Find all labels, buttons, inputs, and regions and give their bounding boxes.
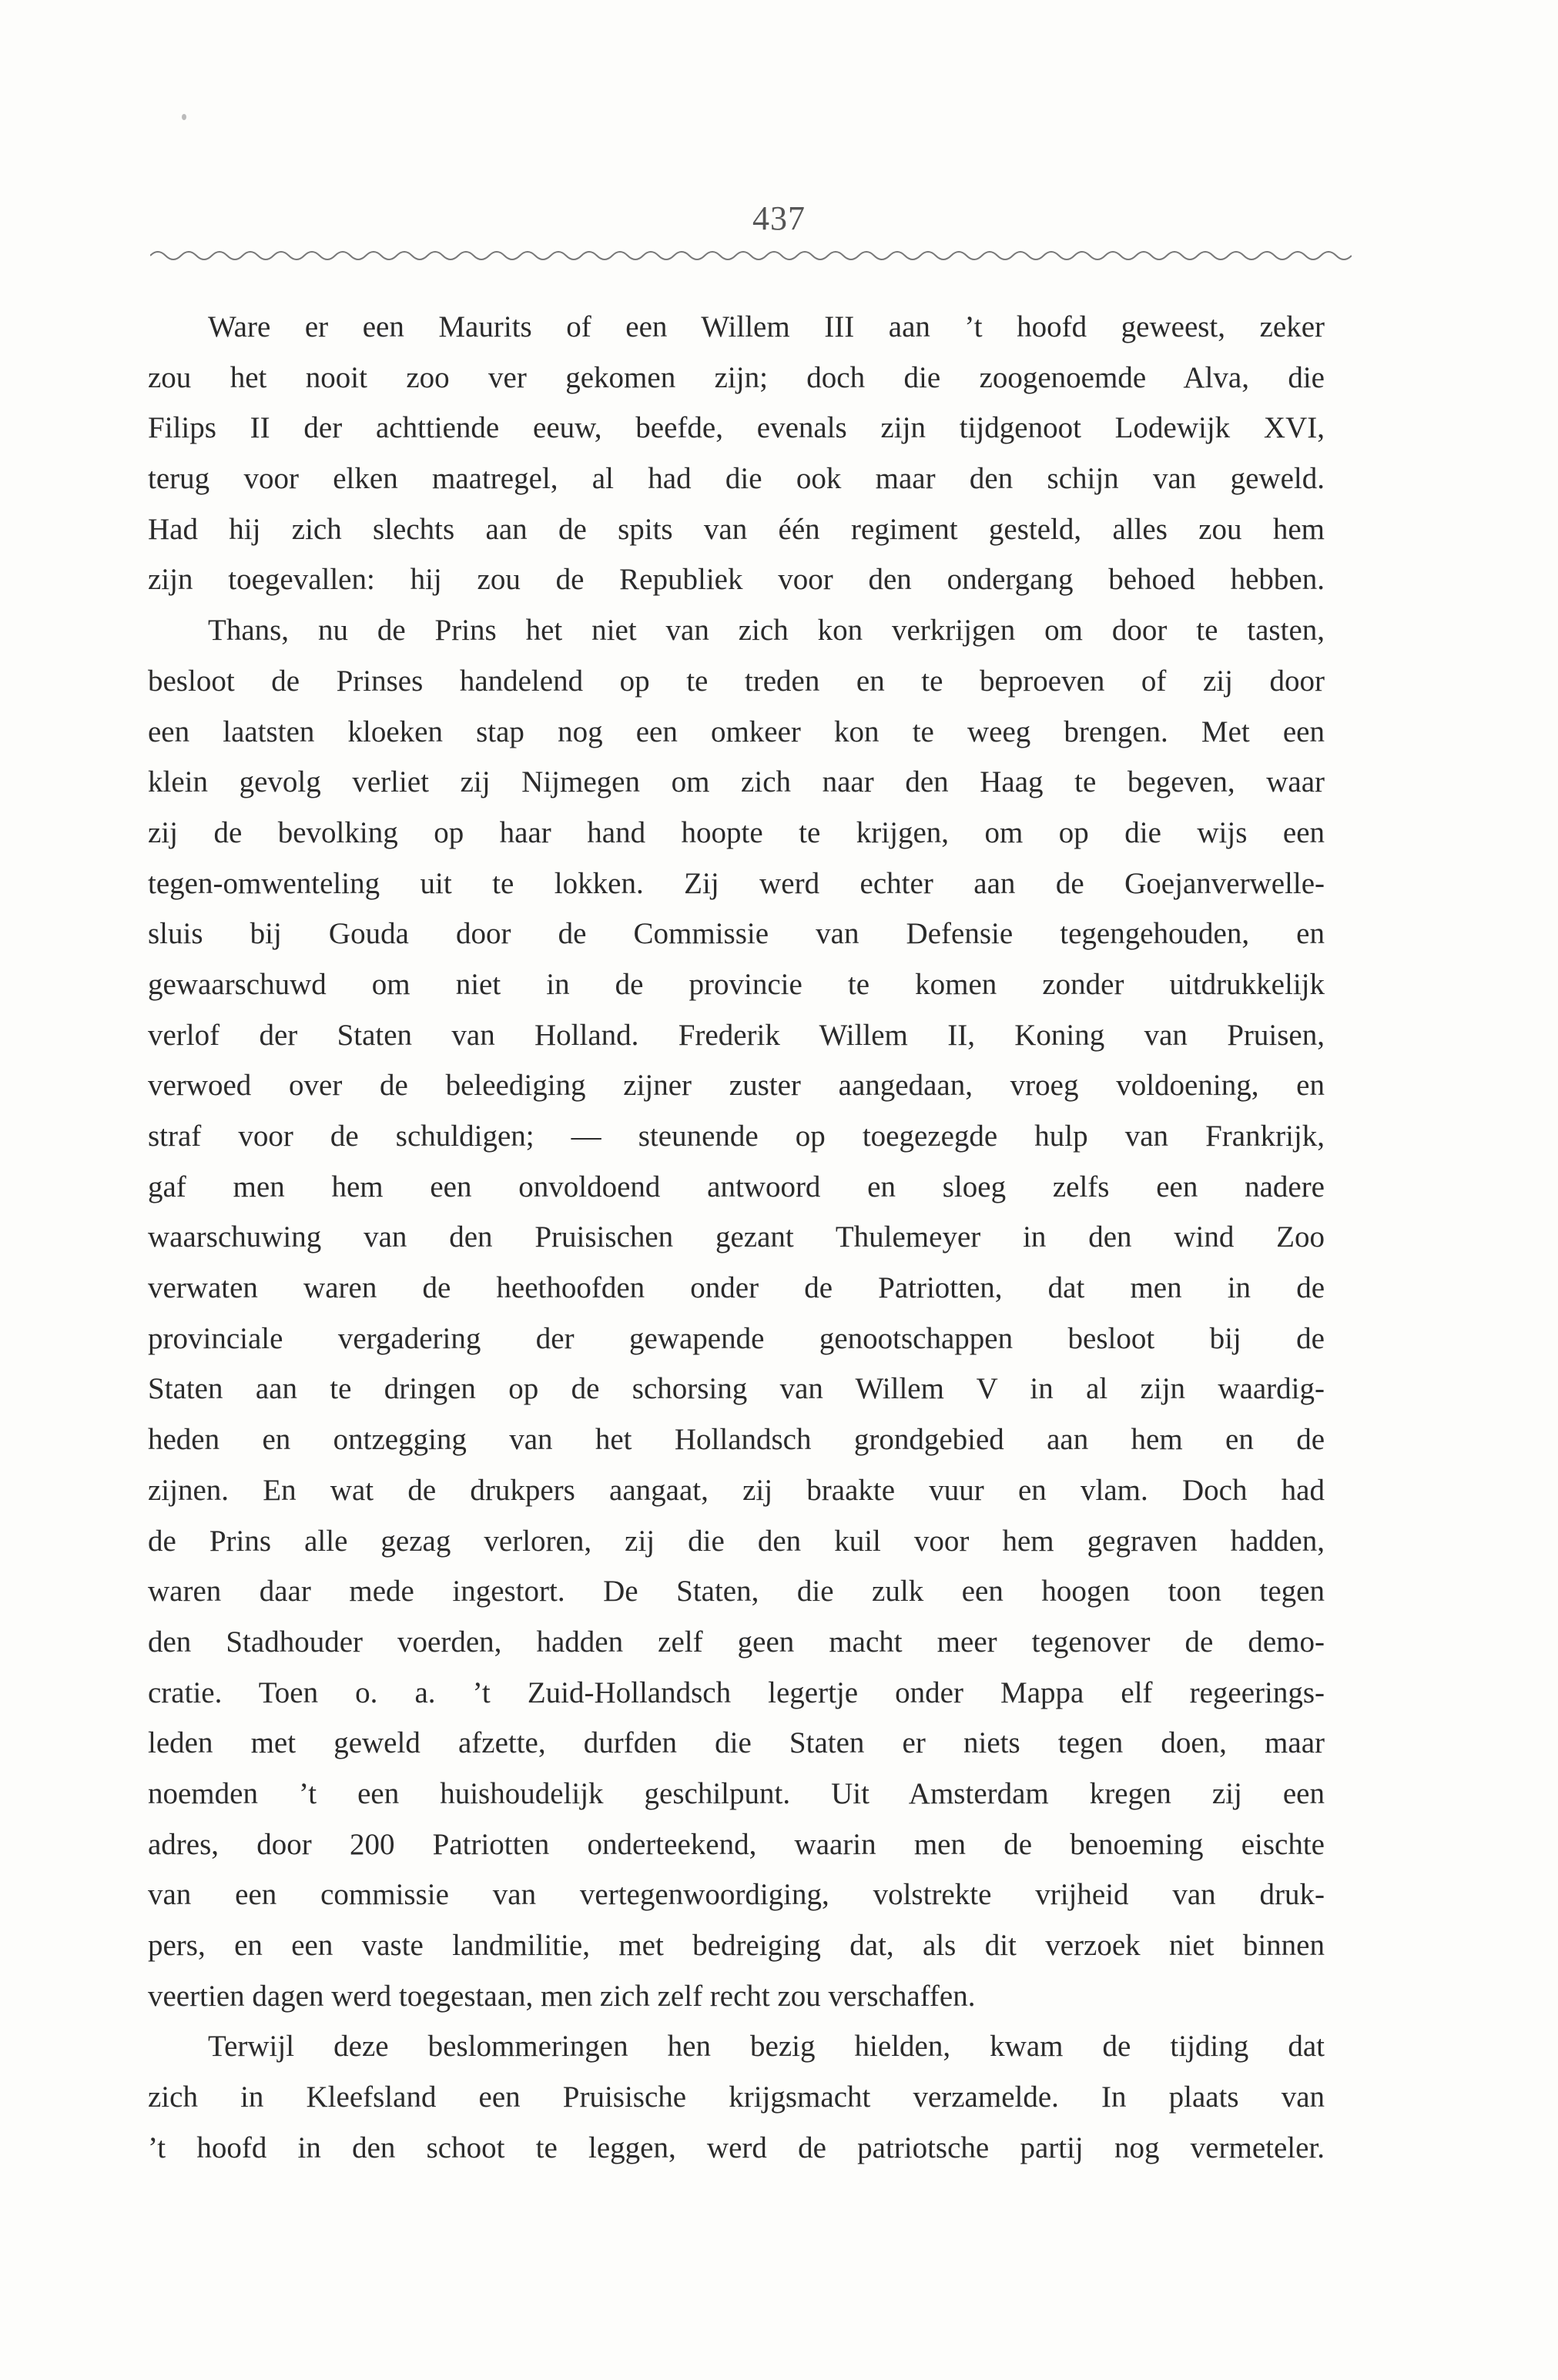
text-line: den Stadhouder voerden, hadden zelf geen macht meer tegenover de demo- bbox=[148, 1625, 1325, 1659]
text-line: Had hij zich slechts aan de spits van één regiment gesteld, alles zou hem bbox=[148, 512, 1325, 546]
text-line: van een commissie van vertegenwoordiging, volstrekte vrijheid van druk- bbox=[148, 1878, 1325, 1912]
text-line: Ware er een Maurits of een Willem III aan ’t hoofd geweest, zeker bbox=[208, 310, 1325, 343]
page-number: 437 bbox=[752, 199, 806, 237]
text-line: gewaarschuwd om niet in de provincie te komen zonder uitdrukkelijk bbox=[148, 967, 1325, 1001]
wavy-rule bbox=[150, 246, 1352, 265]
text-line: Staten aan te dringen op de schorsing van Willem V in al zijn waardig- bbox=[148, 1372, 1325, 1406]
text-line: noemden ’t een huishoudelijk geschilpunt. Uit Amsterdam kregen zij een bbox=[148, 1776, 1325, 1810]
text-line: verlof der Staten van Holland. Frederik Willem II, Koning van Pruisen, bbox=[148, 1018, 1325, 1052]
text-line: provinciale vergadering der gewapende genootschappen besloot bij de bbox=[148, 1321, 1325, 1355]
text-line: zijn toegevallen: hij zou de Republiek voor den ondergang behoed hebben. bbox=[148, 563, 1325, 597]
text-line: verwoed over de beleediging zijner zuster aangedaan, vroeg voldoening, en bbox=[148, 1069, 1325, 1103]
text-line: Filips II der achttiende eeuw, beefde, evenals zijn tijdgenoot Lodewijk XVI, bbox=[148, 411, 1325, 445]
text-line: waarschuwing van den Pruisischen gezant Thulemeyer in den wind Zoo bbox=[148, 1220, 1325, 1254]
text-line: verwaten waren de heethoofden onder de Patriotten, dat men in de bbox=[148, 1271, 1325, 1305]
text-line: cratie. Toen o. a. ’t Zuid-Hollandsch legertje onder Mappa elf regeerings- bbox=[148, 1675, 1325, 1709]
text-line: gaf men hem een onvoldoend antwoord en sloeg zelfs een nadere bbox=[148, 1170, 1325, 1203]
text-line: heden en ontzegging van het Hollandsch grondgebied aan hem en de bbox=[148, 1423, 1325, 1457]
text-line: adres, door 200 Patriotten onderteekend, waarin men de benoeming eischte bbox=[148, 1827, 1325, 1861]
text-line: straf voor de schuldigen; — steunende op toegezegde hulp van Frankrijk, bbox=[148, 1120, 1325, 1153]
body-text bbox=[148, 302, 1325, 2173]
text-line: sluis bij Gouda door de Commissie van Defensie tegengehouden, en bbox=[148, 917, 1325, 951]
speck-mark bbox=[182, 114, 186, 120]
text-line: zou het nooit zoo ver gekomen zijn; doch die zoogenoemde Alva, die bbox=[148, 360, 1325, 394]
text-line: veertien dagen werd toegestaan, men zich zelf recht zou verschaffen. bbox=[148, 1979, 976, 2013]
text-line: de Prins alle gezag verloren, zij die den kuil voor hem gegraven hadden, bbox=[148, 1524, 1325, 1558]
text-line: een laatsten kloeken stap nog een omkeer kon te weeg brengen. Met een bbox=[148, 715, 1325, 748]
text-line: Terwijl deze beslommeringen hen bezig hielden, kwam de tijding dat bbox=[208, 2030, 1325, 2064]
text-line: ’t hoofd in den schoot te leggen, werd de patriotsche partij nog vermeteler. bbox=[148, 2131, 1325, 2164]
text-line: waren daar mede ingestort. De Staten, die zulk een hoogen toon tegen bbox=[148, 1575, 1325, 1608]
text-line: zich in Kleefsland een Pruisische krijgsmacht verzamelde. In plaats van bbox=[148, 2080, 1325, 2114]
text-line: terug voor elken maatregel, al had die ook maar den schijn van geweld. bbox=[148, 462, 1325, 496]
text-line: tegen-omwenteling uit te lokken. Zij werd echter aan de Goejanverwelle- bbox=[148, 866, 1325, 900]
text-line: besloot de Prinses handelend op te treden en te beproeven of zij door bbox=[148, 664, 1325, 698]
text-line: pers, en een vaste landmilitie, met bedreiging dat, als dit verzoek niet binnen bbox=[148, 1929, 1325, 1962]
text-line: Thans, nu de Prins het niet van zich kon verkrijgen om door te tasten, bbox=[208, 614, 1325, 648]
text-line: leden met geweld afzette, durfden die Staten er niets tegen doen, maar bbox=[148, 1726, 1325, 1760]
text-line: zijnen. En wat de drukpers aangaat, zij braakte vuur en vlam. Doch had bbox=[148, 1473, 1325, 1507]
text-line: zij de bevolking op haar hand hoopte te krijgen, om op die wijs een bbox=[148, 815, 1325, 849]
text-line: klein gevolg verliet zij Nijmegen om zich naar den Haag te begeven, waar bbox=[148, 765, 1325, 799]
